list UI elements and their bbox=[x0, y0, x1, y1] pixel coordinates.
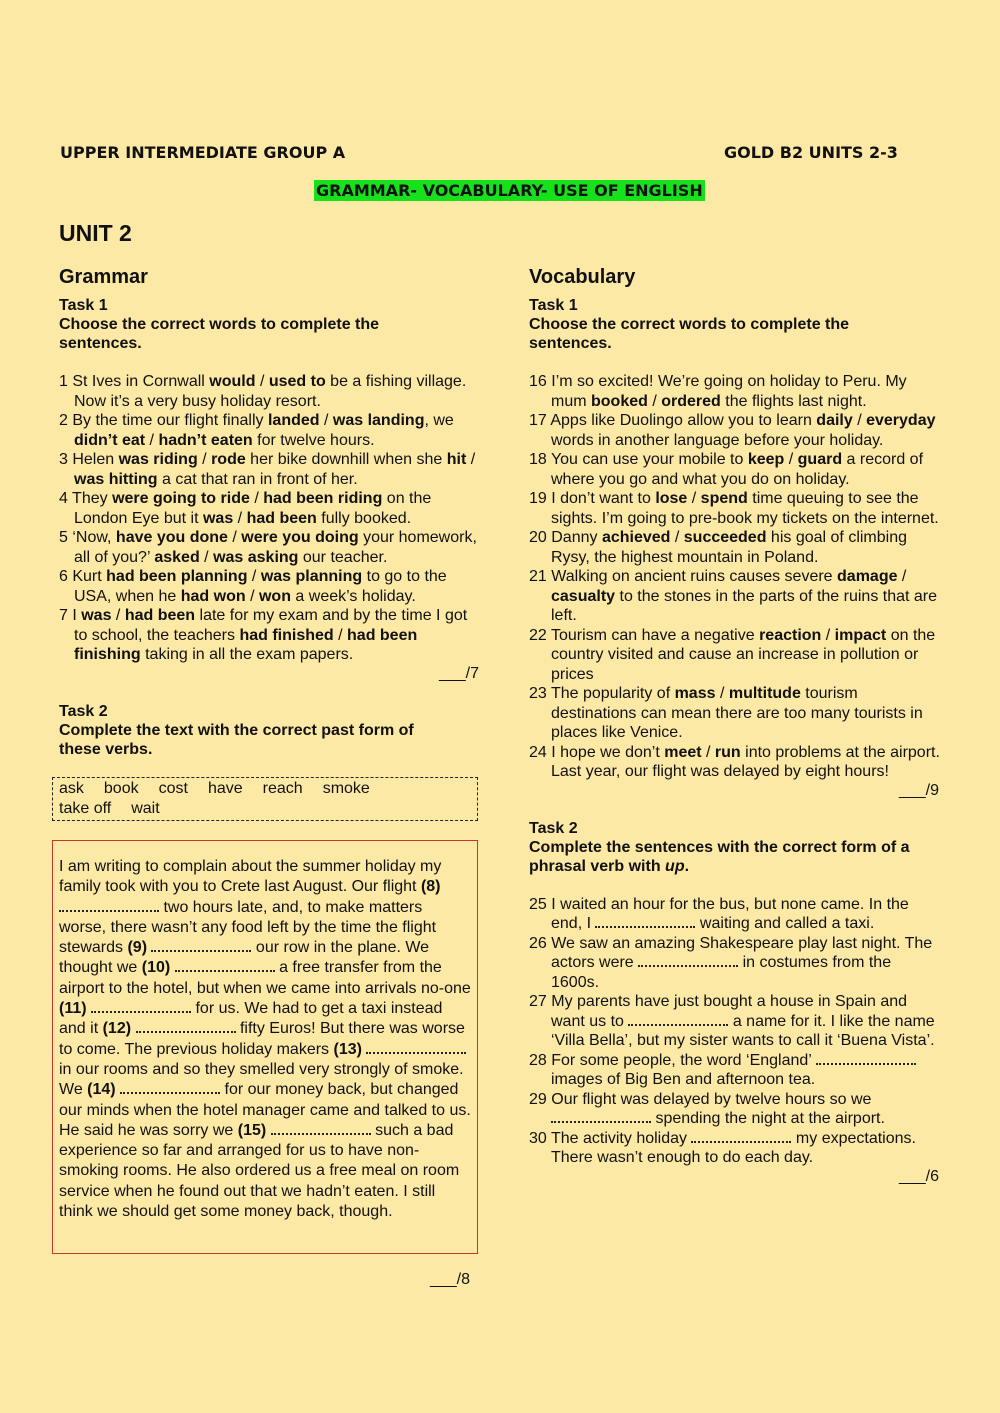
answer-blank[interactable] bbox=[638, 953, 738, 967]
list-item: 29 Our flight was delayed by twelve hours so we spending the night at the airport. bbox=[529, 1090, 885, 1127]
grammar-task1-items bbox=[59, 372, 479, 665]
verb-option: cost bbox=[158, 780, 188, 797]
answer-blank[interactable] bbox=[136, 1019, 236, 1033]
answer-blank[interactable] bbox=[551, 1109, 651, 1123]
complaint-letter-box bbox=[52, 840, 478, 1254]
list-item: 28 For some people, the word ‘England’ images of Big Ben and afternoon tea. bbox=[529, 1051, 941, 1090]
answer-blank[interactable] bbox=[91, 999, 191, 1013]
answer-blank[interactable] bbox=[595, 914, 695, 928]
verb-option: ask bbox=[59, 780, 84, 797]
list-item: 21 Walking on ancient ruins causes severe damage / casualty to the stones in the parts of the ruins that are left. bbox=[529, 568, 938, 624]
verb-option: have bbox=[207, 780, 243, 797]
list-item: 6 Kurt had been planning / was planning to go to the USA, when he had won / won a week’s holiday. bbox=[59, 568, 447, 605]
list-item: 7 I was / had been late for my exam and by the time I got to school, the teachers had finished / had been finishing taking in all the exam papers. bbox=[59, 607, 468, 663]
grammar-task1-label: Task 1 bbox=[59, 297, 108, 314]
grammar-task2-score: ___/8 bbox=[429, 1271, 470, 1288]
verb-option: wait bbox=[131, 799, 160, 817]
list-item: 4 They were going to ride / had been riding on the London Eye but it was / had been fully booked. bbox=[59, 490, 432, 527]
grammar-task1-score: ___/7 bbox=[438, 664, 479, 682]
verb-box bbox=[52, 777, 478, 821]
list-item: 17 Apps like Duolingo allow you to learn daily / everyday words in another language before your holiday. bbox=[529, 412, 936, 449]
grammar-task1-instruction: Choose the correct words to complete the sentences. bbox=[59, 316, 380, 352]
answer-blank[interactable] bbox=[691, 1129, 791, 1143]
vocabulary-title: Vocabulary bbox=[529, 266, 636, 288]
verb-option: smoke bbox=[322, 780, 370, 797]
grammar-title: Grammar bbox=[59, 266, 148, 288]
list-item: 22 Tourism can have a negative reaction / impact on the country visited and cause an increase in pollution or prices bbox=[529, 626, 936, 683]
answer-blank[interactable] bbox=[151, 938, 251, 952]
list-item: 30 The activity holiday my expectations. There wasn’t enough to do each day. bbox=[529, 1129, 916, 1166]
header-left: UPPER INTERMEDIATE GROUP A bbox=[60, 143, 346, 162]
grammar-section bbox=[59, 266, 479, 759]
verb-box-line1 bbox=[59, 779, 471, 799]
vocab-task2-label: Task 2 bbox=[529, 819, 578, 837]
vocab-task2-items bbox=[529, 895, 941, 1168]
answer-blank[interactable] bbox=[628, 1012, 728, 1026]
vocabulary-section bbox=[529, 266, 941, 1186]
list-item: 1 St Ives in Cornwall would / used to be a fishing village. Now it’s a very busy holiday resort. bbox=[59, 373, 467, 410]
banner-text: GRAMMAR- VOCABULARY- USE OF ENGLISH bbox=[316, 181, 703, 200]
vocab-task1-instruction: Choose the correct words to complete the sentences. bbox=[529, 316, 850, 352]
list-item: 3 Helen was riding / rode her bike downhill when she hit / was hitting a cat that ran in front of her. bbox=[59, 451, 476, 488]
answer-blank[interactable] bbox=[175, 958, 275, 972]
list-item: 2 By the time our flight finally landed / was landing, we didn’t eat / hadn’t eaten for twelve hours. bbox=[59, 412, 454, 449]
answer-blank[interactable] bbox=[120, 1080, 220, 1094]
list-item: 5 ‘Now, have you done / were you doing your homework, all of you?’ asked / was asking our teacher. bbox=[59, 529, 477, 566]
list-item: 27 My parents have just bought a house in Spain and want us to a name for it. I like the name ‘Villa Bella’, but my sister wants to call it ‘Buena Vista’. bbox=[529, 993, 935, 1049]
header-right: GOLD B2 UNITS 2-3 bbox=[724, 143, 898, 162]
grammar-task2-label: Task 2 bbox=[59, 702, 108, 720]
verb-box-line2 bbox=[59, 799, 471, 819]
list-item: 24 I hope we don’t meet / run into problems at the airport. Last year, our flight was delayed by eight hours! bbox=[529, 743, 940, 780]
answer-blank[interactable] bbox=[271, 1121, 371, 1135]
verb-option: take off bbox=[59, 799, 112, 817]
grammar-task2-instruction: Complete the text with the correct past form of these verbs. bbox=[59, 721, 414, 758]
list-item: 26 We saw an amazing Shakespeare play last night. The actors were in costumes from the 1600s. bbox=[529, 934, 933, 991]
list-item: 19 I don’t want to lose / spend time queuing to see the sights. I’m going to pre-book my tickets on the internet. bbox=[529, 490, 939, 527]
answer-blank[interactable] bbox=[59, 898, 159, 912]
list-item: 20 Danny achieved / succeeded his goal of climbing Rysy, the highest mountain in Poland. bbox=[529, 529, 907, 566]
vocab-task2-score: ___/6 bbox=[898, 1167, 939, 1185]
complaint-letter-text: I am writing to complain about the summer holiday my family took with you to Crete last August. Our flight (8) two hours late, and, to make matters worse, there wasn’t any food left by the time the flight stewards (9) our row in the plane. We thought we (10) a free transfer from the airport to the hotel, but when we came into arrivals no-one (11) for us. We had to get a taxi instead and it (12) fifty Euros! But there was worse to come. The previous holiday makers (13) in our rooms and so they smelled very strongly of smoke. We (14) for our money back, but changed our minds when the hotel manager came and talked to us. He said he was sorry we (15) such a bad experience so far and arranged for us to have non-smoking rooms. He also ordered us a free meal on room service when he found out that we hadn’t eaten. I still think we should get some money back, though. bbox=[59, 858, 471, 1221]
list-item: 18 You can use your mobile to keep / guard a record of where you go and what you do on holiday. bbox=[529, 451, 924, 488]
verb-option: reach bbox=[262, 780, 303, 797]
list-item: 25 I waited an hour for the bus, but none came. In the end, I waiting and called a taxi. bbox=[529, 895, 909, 932]
vocab-task2-instruction: Complete the sentences with the correct form of a phrasal verb with up. bbox=[529, 838, 910, 875]
vocab-task1-score: ___/9 bbox=[898, 781, 939, 799]
answer-blank[interactable] bbox=[366, 1040, 466, 1054]
list-item: 16 I’m so excited! We’re going on holiday to Peru. My mum booked / ordered the flights last night. bbox=[529, 373, 907, 410]
list-item: 23 The popularity of mass / multitude tourism destinations can mean there are too many tourists in places like Venice. bbox=[529, 685, 923, 741]
unit-title: UNIT 2 bbox=[59, 220, 132, 246]
answer-blank[interactable] bbox=[816, 1051, 916, 1065]
verb-option: book bbox=[103, 780, 139, 797]
vocab-task1-label: Task 1 bbox=[529, 297, 578, 314]
vocab-task1-items bbox=[529, 372, 941, 782]
section-banner bbox=[314, 181, 705, 200]
